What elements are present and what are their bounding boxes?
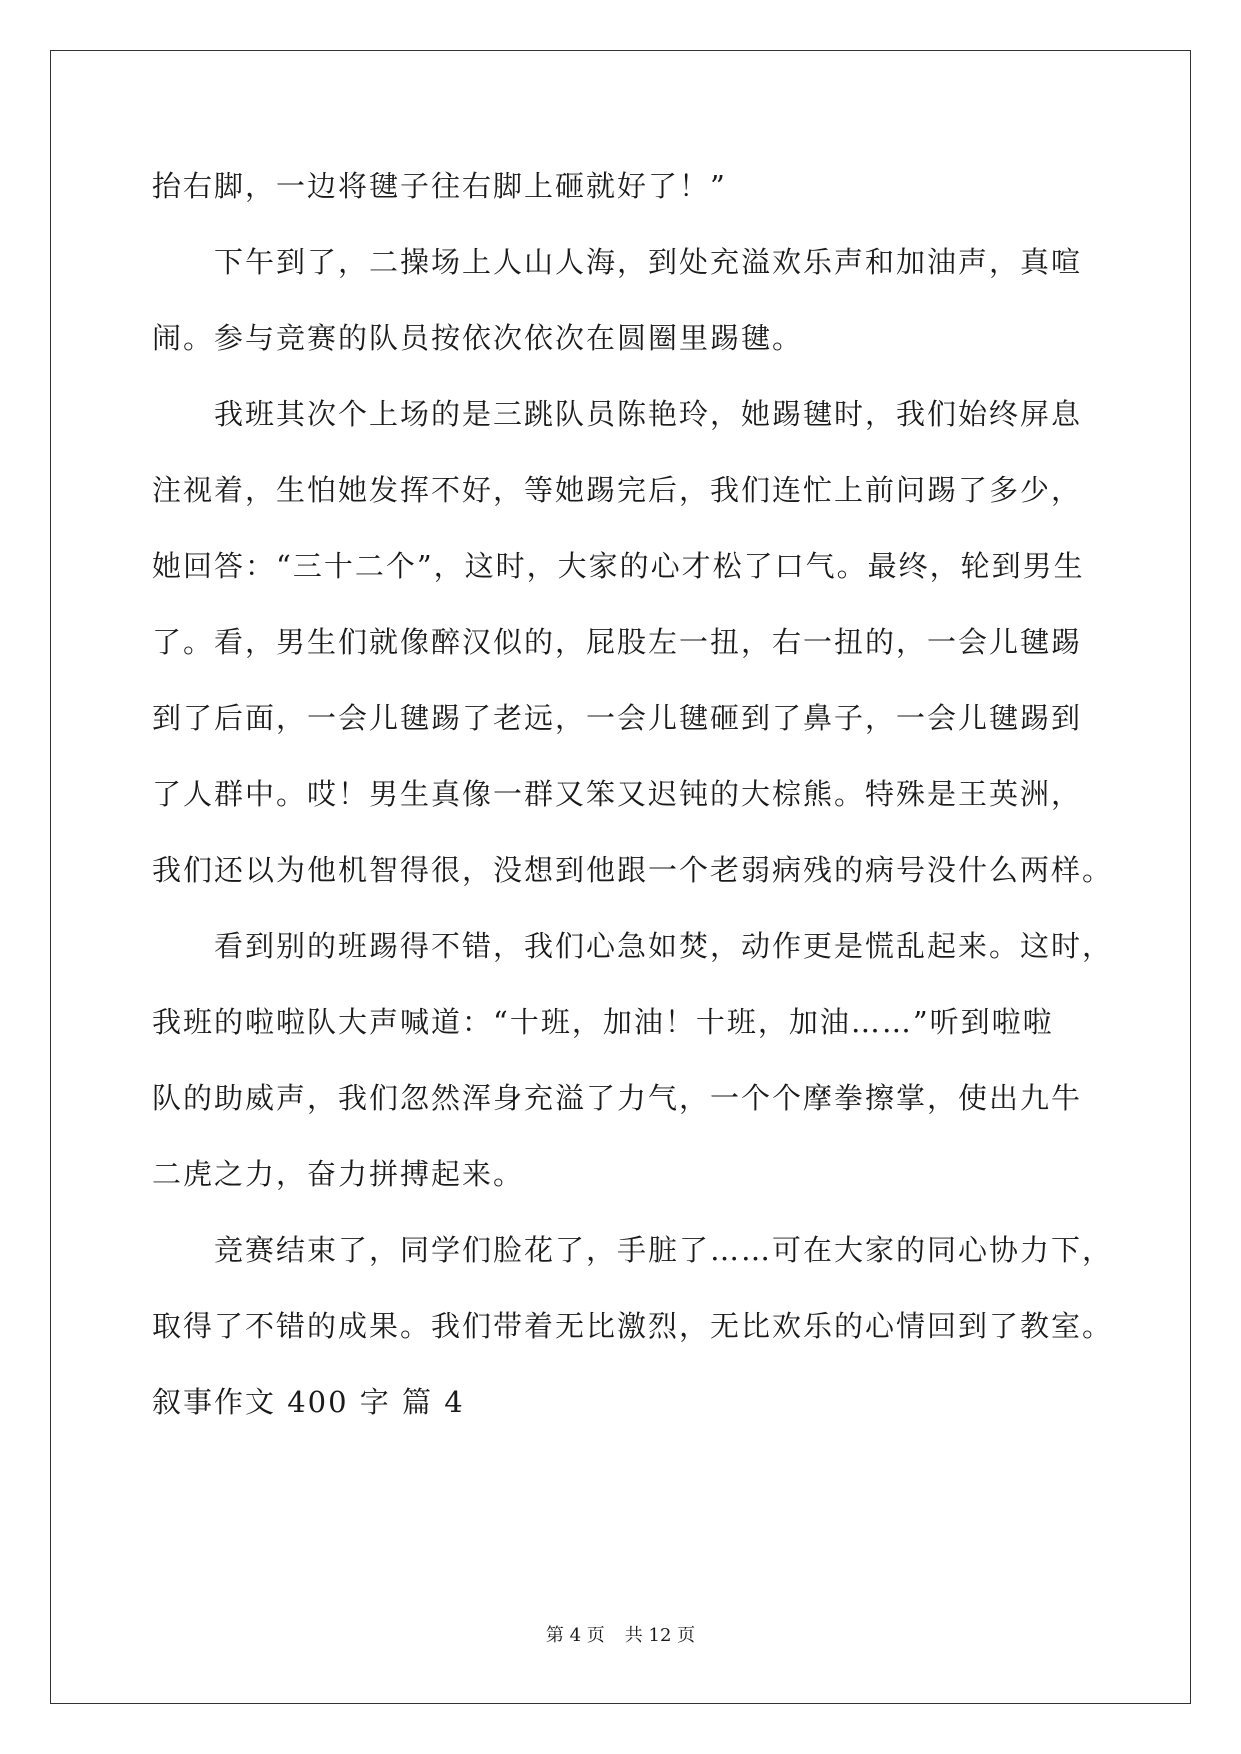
text-line: 队的助威声，我们忽然浑身充溢了力气，一个个摩拳擦掌，使出九牛	[152, 1081, 1083, 1115]
text-line: 了。看，男生们就像醉汉似的，屁股左一扭，右一扭的，一会儿毽踢	[152, 625, 1083, 659]
document-body	[152, 160, 1114, 1452]
text-line: 取得了不错的成果。我们带着无比激烈，无比欢乐的心情回到了教室。	[152, 1309, 1114, 1343]
text-line: 注视着，生怕她发挥不好，等她踢完后，我们连忙上前问踢了多少，	[152, 473, 1083, 507]
text-line: 我班其次个上场的是三跳队员陈艳玲，她踢毽时，我们始终屏息	[152, 397, 1083, 431]
text-line: 她回答：“三十二个”，这时，大家的心才松了口气。最终，轮到男生	[152, 549, 1085, 583]
text-line: 竞赛结束了，同学们脸花了，手脏了……可在大家的同心协力下，	[152, 1233, 1114, 1267]
text-line: 二虎之力，奋力拼搏起来。	[152, 1157, 525, 1191]
text-line: 抬右脚，一边将毽子往右脚上砸就好了！”	[152, 169, 727, 203]
page-number-current: 第 4 页	[545, 1625, 605, 1646]
text-line: 看到别的班踢得不错，我们心急如焚，动作更是慌乱起来。这时，	[152, 929, 1114, 963]
text-line: 我们还以为他机智得很，没想到他跟一个老弱病残的病号没什么两样。	[152, 853, 1114, 887]
text-line: 我班的啦啦队大声喊道：“十班，加油！十班，加油……”听到啦啦	[152, 1005, 1054, 1039]
text-line: 闹。参与竞赛的队员按依次依次在圆圈里踢毽。	[152, 321, 804, 355]
text-line: 到了后面，一会儿毽踢了老远，一会儿毽砸到了鼻子，一会儿毽踢到	[152, 701, 1083, 735]
text-line: 了人群中。哎！男生真像一群又笨又迟钝的大棕熊。特殊是王英洲，	[152, 777, 1083, 811]
section-heading: 叙事作文 400 字 篇 4	[152, 1385, 465, 1419]
text-line: 下午到了，二操场上人山人海，到处充溢欢乐声和加油声，真喧	[152, 245, 1083, 279]
page-footer	[0, 1624, 1241, 1648]
page-number-total: 共 12 页	[624, 1625, 696, 1646]
